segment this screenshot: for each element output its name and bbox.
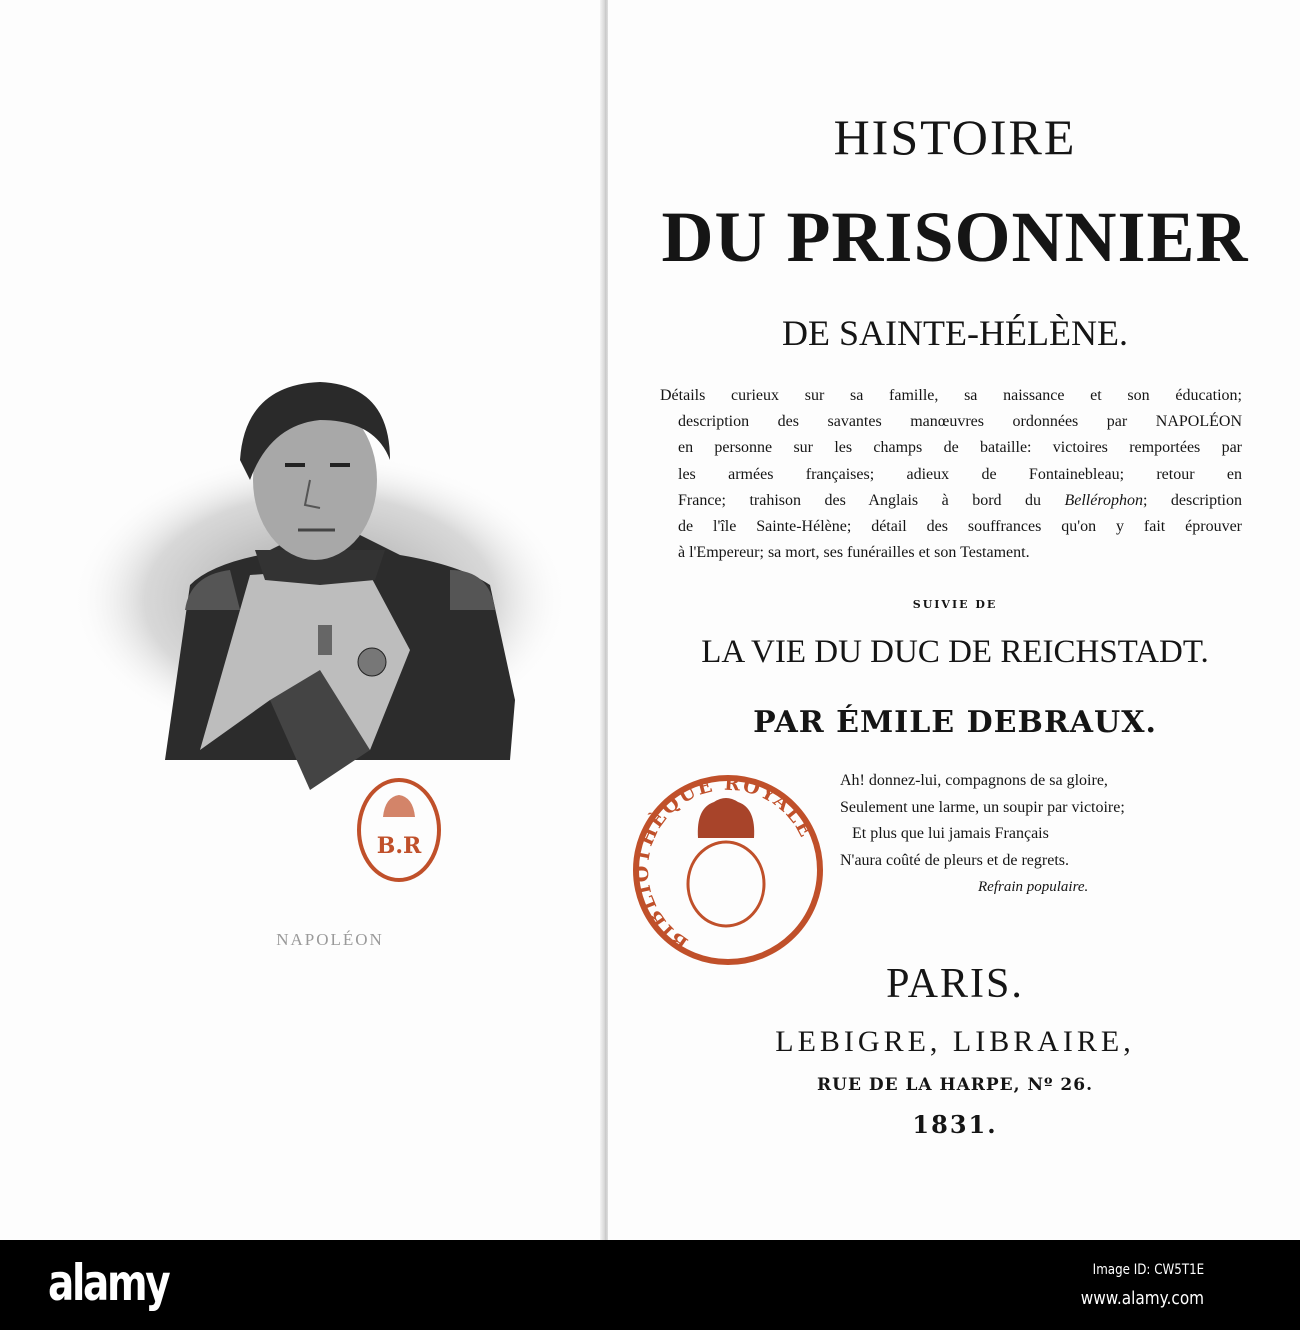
description-line [660,488,1242,514]
title-line-1: HISTOIRE [833,109,1077,165]
description-line: description des savantes manœuvres ordonnées par NAPOLÉON [678,413,1242,431]
description-text: ; description [1142,491,1242,509]
description-line: de l'île Sainte-Hélène; détail des souffrances qu'on y fait éprouver [678,517,1242,535]
br-library-stamp [355,775,445,885]
address: RUE DE LA HARPE, Nº 26. [817,1075,1093,1095]
suivie-de: SUIVIE DE [912,598,998,611]
bibliotheque-royale-stamp [630,772,826,968]
description-line: Détails curieux sur sa famille, sa naissance et son éducation; [660,387,1242,404]
verse-line: Ah! donnez-lui, compagnons de sa gloire, [840,772,1108,789]
napoleon-portrait [70,370,590,810]
title-line-3: DE SAINTE-HÉLÈNE. [782,313,1128,353]
verse-line: Seulement une larme, un soupir par victoire; [840,798,1125,816]
watermark-footer [0,1240,1300,1330]
portrait-caption: NAPOLÉON [276,930,384,949]
epigraph-verse [840,768,1125,901]
verse-line: N'aura coûté de pleurs et de regrets. [840,851,1069,869]
alamy-logo: alamy [48,1254,169,1312]
verse-line: Et plus que lui jamais Français [852,825,1049,842]
ship-name: Bellérophon [1064,491,1143,509]
subtitle: LA VIE DU DUC DE REICHSTADT. [701,634,1209,670]
author: PAR ÉMILE DEBRAUX. [753,705,1157,740]
description-text: France; trahison des Anglais à bord du [678,491,1065,509]
verse-source: Refrain populaire. [978,879,1089,895]
description-line: à l'Empereur; sa mort, ses funérailles et son Testament. [678,544,1030,562]
stamp-text: BIBLIOTHÈQUE ROYALE [630,772,818,955]
website-url: www.alamy.com [1080,1288,1204,1309]
image-id: Image ID: CW5T1E [1092,1262,1204,1278]
year: 1831. [912,1110,998,1139]
description-paragraph [660,383,1242,566]
stamp-text: B.R [376,833,422,859]
publisher: LEBIGRE, LIBRAIRE, [775,1025,1135,1058]
city: PARIS. [886,961,1024,1007]
description-line: les armées françaises; adieux de Fontainebleau; retour en [678,465,1242,483]
description-line: en personne sur les champs de bataille: victoires remportées par [678,439,1242,457]
title-line-2: DU PRISONNIER [661,197,1249,277]
left-page [0,0,604,1240]
